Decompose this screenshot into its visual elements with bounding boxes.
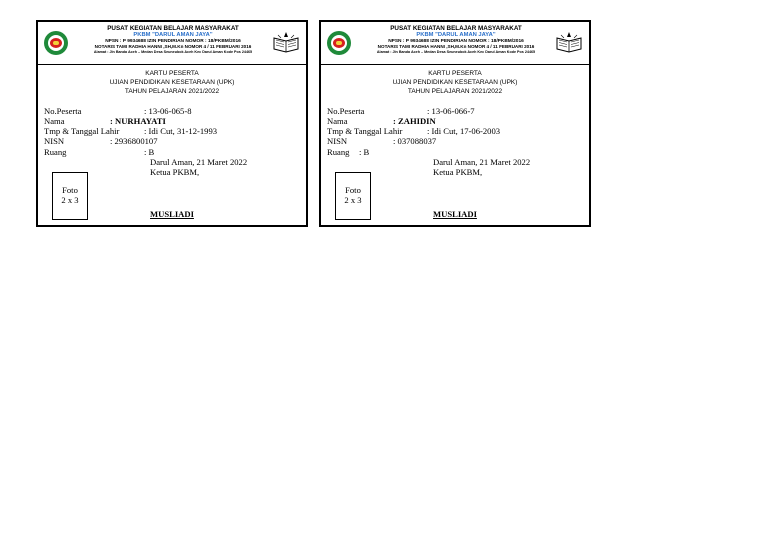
signer-name: MUSLIADI	[433, 209, 477, 219]
card-header	[38, 22, 306, 65]
value-nama: : NURHAYATI	[110, 116, 166, 126]
label-ruang: Ruang	[44, 147, 67, 157]
header-notary: NOTARIS TAMI RADHIA HANNI ,SH,M.Kn NOMOR 4 / 11 FEBRUARI 2016	[377, 44, 535, 50]
value-no-peserta: : 13-06-066-7	[427, 106, 475, 116]
title-kartu: KARTU PESERTA	[428, 70, 482, 77]
photo-size: 2 x 3	[344, 195, 362, 205]
photo-label: Foto	[62, 185, 78, 195]
photo-box	[52, 172, 88, 220]
header-npsn: NPSN : P 9934688 IZIN PENDIRIAN NOMOR : 18/PKBM/2016	[105, 38, 241, 44]
card-header	[321, 22, 589, 65]
value-ruang: : B	[359, 147, 370, 157]
pkbm-logo-icon	[44, 31, 68, 55]
value-ttl: : Idi Cut, 31-12-1993	[144, 126, 218, 136]
label-nama: Nama	[327, 116, 348, 126]
participant-card-1	[36, 20, 308, 227]
header-institution: PUSAT KEGIATAN BELAJAR MASYARAKAT	[107, 25, 239, 32]
open-book-icon	[272, 29, 300, 57]
header-address: Alamat : Jln Banda Aceh – Medan Desa Seuneubok Aceh Kec Darul Aman Kode Pos 24465	[93, 49, 253, 54]
header-npsn: NPSN : P 9934688 IZIN PENDIRIAN NOMOR : 18/PKBM/2016	[388, 38, 524, 44]
value-ruang: : B	[144, 147, 155, 157]
value-nisn: : 2936800107	[110, 136, 158, 146]
value-nisn: : 037088037	[393, 136, 437, 146]
position: Ketua PKBM,	[150, 167, 200, 177]
title-tahun: TAHUN PELAJARAN 2021/2022	[407, 87, 503, 95]
value-no-peserta: : 13-06-065-8	[144, 106, 192, 116]
title-tahun: TAHUN PELAJARAN 2021/2022	[124, 87, 220, 95]
value-nama: : ZAHIDIN	[393, 116, 436, 126]
label-nisn: NISN	[327, 136, 348, 146]
label-no-peserta: No.Peserta	[327, 106, 365, 116]
pkbm-logo-icon	[327, 31, 351, 55]
title-kartu: KARTU PESERTA	[145, 70, 199, 77]
label-ttl: Tmp & Tanggal Lahir	[327, 126, 403, 136]
place-date: Darul Aman, 21 Maret 2022	[150, 157, 248, 167]
header-address: Alamat : Jln Banda Aceh – Medan Desa Seuneubok Aceh Kec Darul Aman Kode Pos 24465	[376, 49, 536, 54]
label-ruang: Ruang	[327, 147, 350, 157]
value-ttl: : Idi Cut, 17-06-2003	[427, 126, 501, 136]
header-notary: NOTARIS TAMI RADHIA HANNI ,SH,M.Kn NOMOR 4 / 11 FEBRUARI 2016	[94, 44, 252, 50]
card-title	[321, 70, 589, 96]
photo-size: 2 x 3	[61, 195, 79, 205]
photo-box	[335, 172, 371, 220]
header-pkbm-name: PKBM "DARUL AMAN JAYA"	[416, 32, 496, 39]
header-institution: PUSAT KEGIATAN BELAJAR MASYARAKAT	[390, 25, 522, 32]
open-book-icon	[555, 29, 583, 57]
title-ujian: UJIAN PENDIDIKAN KESETARAAN (UPK)	[109, 78, 235, 86]
title-ujian: UJIAN PENDIDIKAN KESETARAAN (UPK)	[392, 78, 518, 86]
label-no-peserta: No.Peserta	[44, 106, 82, 116]
label-ttl: Tmp & Tanggal Lahir	[44, 126, 120, 136]
photo-label: Foto	[345, 185, 361, 195]
label-nama: Nama	[44, 116, 65, 126]
label-nisn: NISN	[44, 136, 65, 146]
header-pkbm-name: PKBM "DARUL AMAN JAYA"	[133, 32, 213, 39]
participant-card-2	[319, 20, 591, 227]
position: Ketua PKBM,	[433, 167, 483, 177]
card-title	[38, 70, 306, 96]
signer-name: MUSLIADI	[150, 209, 194, 219]
place-date: Darul Aman, 21 Maret 2022	[433, 157, 531, 167]
